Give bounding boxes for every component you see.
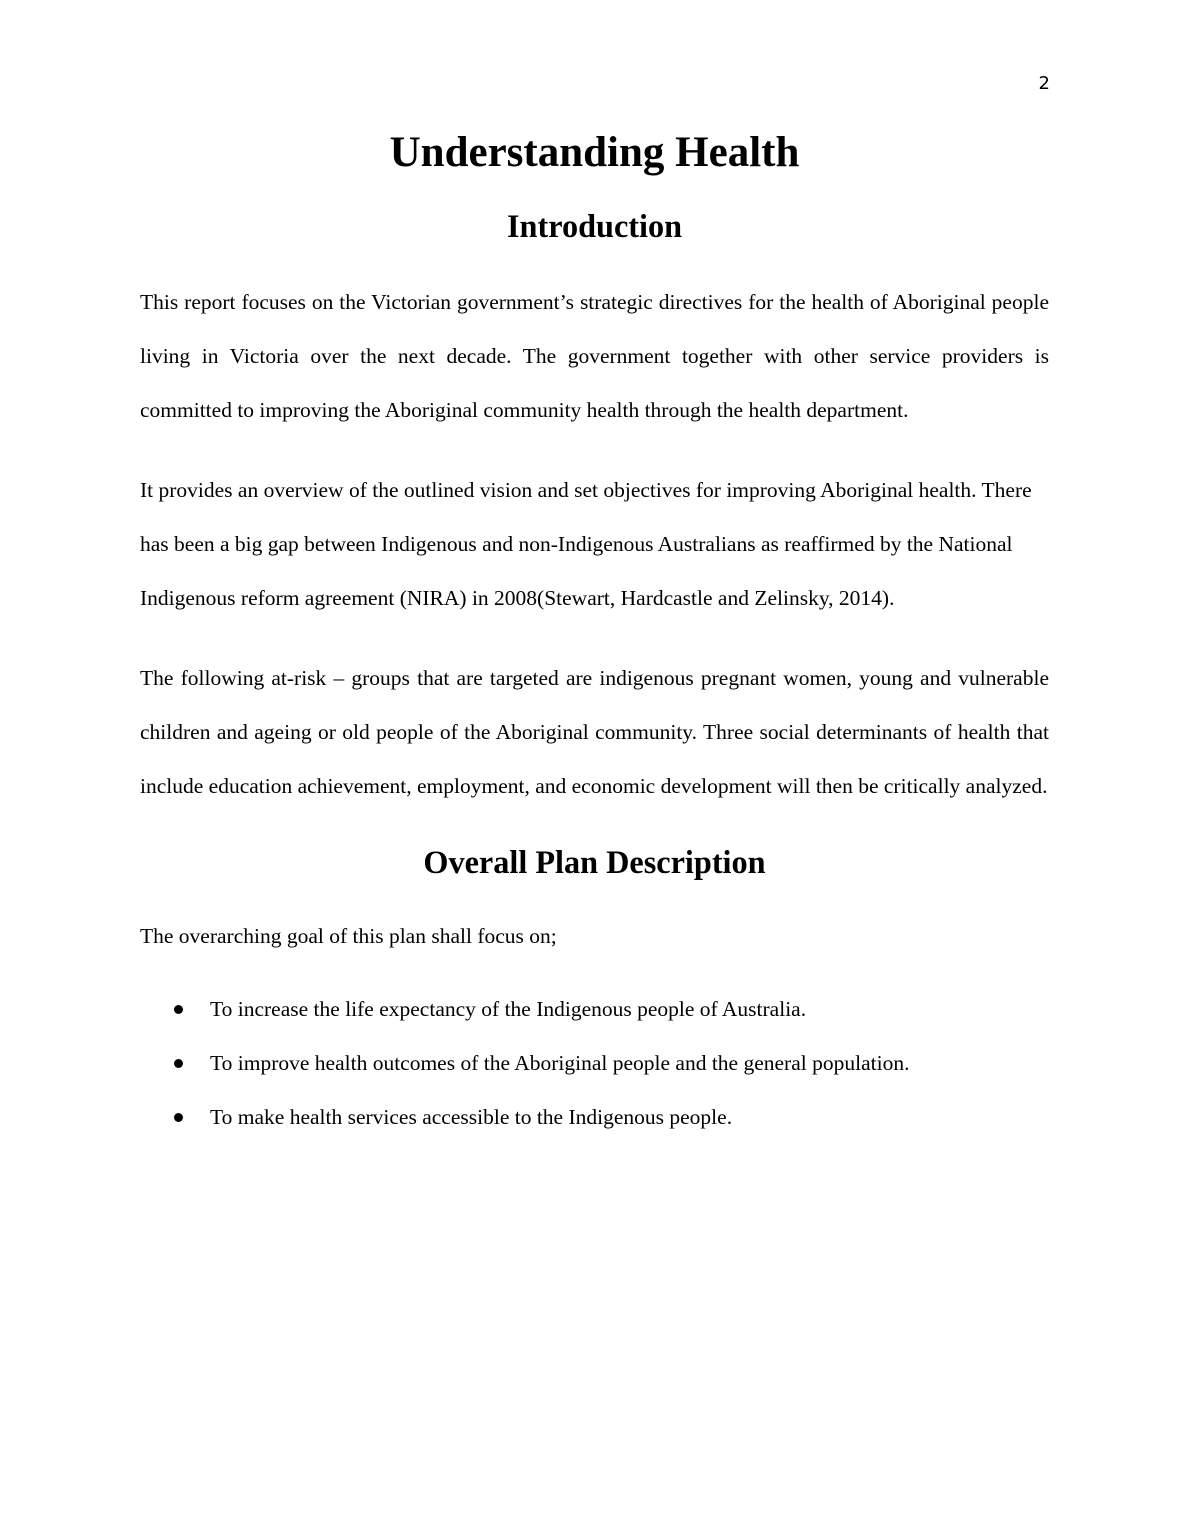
goal-list-item [140, 1049, 1049, 1077]
plan-heading: Overall Plan Description [423, 844, 766, 880]
bullet-icon [174, 1113, 183, 1122]
introduction-paragraph-1: This report focuses on the Victorian government’s strategic directives for the health of Aboriginal people living in Victoria over the next decade. The government together with other service providers is committed to improving the Aboriginal community health through the health department. [140, 290, 1049, 422]
goal-text: To make health services accessible to the Indigenous people. [210, 1105, 733, 1129]
plan-intro: The overarching goal of this plan shall focus on; [140, 924, 557, 948]
goal-list [140, 995, 1049, 1131]
document-title: Understanding Health [389, 129, 800, 176]
goal-text: To improve health outcomes of the Aboriginal people and the general population. [210, 1051, 910, 1075]
goal-list-item [140, 995, 1049, 1023]
introduction-paragraph-2: It provides an overview of the outlined vision and set objectives for improving Aboriginal health. There has been a big gap between Indigenous and non-Indigenous Australians as reaffirmed by the National Indigenous reform agreement (NIRA) in 2008(Stewart, Hardcastle and Zelinsky, 2014). [140, 478, 1032, 610]
goal-text: To increase the life expectancy of the Indigenous people of Australia. [210, 997, 807, 1021]
page-number: 2 [1038, 73, 1050, 94]
introduction-paragraph-3: The following at-risk – groups that are targeted are indigenous pregnant women, young and vulnerable children and ageing or old people of the Aboriginal community. Three social determinants of health that include education achievement, employment, and economic development will then be critically analyzed. [140, 666, 1049, 798]
introduction-heading: Introduction [506, 208, 683, 244]
goal-list-item [140, 1103, 1049, 1131]
bullet-icon [174, 1005, 183, 1014]
document-body [140, 129, 1049, 1157]
bullet-icon [174, 1059, 183, 1068]
